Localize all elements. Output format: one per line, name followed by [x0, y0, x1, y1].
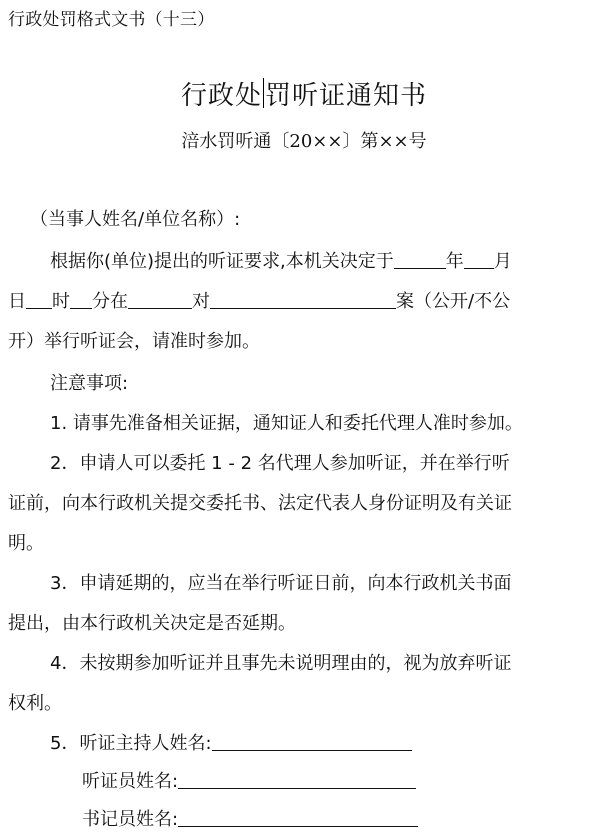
p1-month-label: 月 — [493, 251, 512, 272]
paragraph-1-line-3: 开）举行听证会，请准时参加。 — [8, 331, 260, 352]
paragraph-1-line-1 — [50, 248, 512, 276]
day-blank[interactable] — [26, 288, 52, 309]
p1-minute-label: 分在 — [92, 291, 128, 312]
note-4-line-2: 权利。 — [8, 693, 62, 714]
note-2-line-3: 明。 — [8, 533, 44, 554]
p1-hour-label: 时 — [52, 291, 70, 312]
document-number: 涪水罚听通〔20××〕第××号 — [181, 131, 427, 152]
note-3-line-2: 提出，由本行政机关决定是否延期。 — [8, 613, 296, 634]
year-blank[interactable] — [394, 248, 446, 269]
form-category-label: 行政处罚格式文书（十三） — [8, 10, 215, 30]
hearing-officer-label: 听证员姓名: — [82, 771, 179, 792]
document-title — [0, 78, 608, 114]
presiding-officer-label: 5．听证主持人姓名: — [50, 733, 212, 754]
p1-case-label: 案（公开/不公 — [396, 291, 511, 312]
title-part-2: 罚听证通知书 — [265, 81, 428, 111]
presiding-officer-line — [50, 730, 412, 758]
clerk-label: 书记员姓名: — [82, 809, 179, 830]
p1-year-label: 年 — [445, 251, 464, 272]
paragraph-1-line-2 — [8, 288, 510, 316]
p1-text: 根据你(单位)提出的听证要求,本机关决定于 — [50, 251, 394, 272]
presiding-officer-blank[interactable] — [212, 730, 412, 751]
hour-blank[interactable] — [70, 288, 92, 309]
note-1: 1. 请事先准备相关证据，通知证人和委托代理人准时参加。 — [50, 413, 523, 434]
title-part-1: 行政处 — [180, 81, 262, 111]
note-2-line-1: 2．申请人可以委托 1 - 2 名代理人参加听证，并在举行听 — [50, 453, 510, 474]
notes-heading: 注意事项: — [50, 373, 129, 394]
clerk-line — [82, 806, 418, 834]
hearing-officer-blank[interactable] — [178, 768, 416, 789]
note-4-line-1: 4．未按期参加听证并且事先未说明理由的，视为放弃听证 — [50, 653, 512, 674]
recipient-line: （当事人姓名/单位名称）: — [30, 209, 241, 230]
hearing-officer-line — [82, 768, 416, 796]
month-blank[interactable] — [464, 248, 494, 269]
note-3-line-1: 3．申请延期的，应当在举行听证日前，向本行政机关书面 — [50, 573, 512, 594]
note-2-line-2: 证前，向本行政机关提交委托书、法定代表人身份证明及有关证 — [8, 493, 512, 514]
p1-to-label: 对 — [192, 291, 210, 312]
target-blank[interactable] — [210, 288, 396, 309]
clerk-blank[interactable] — [178, 806, 418, 827]
location-blank[interactable] — [128, 288, 192, 309]
text-cursor — [263, 78, 264, 108]
p1-day-label: 日 — [8, 291, 26, 312]
